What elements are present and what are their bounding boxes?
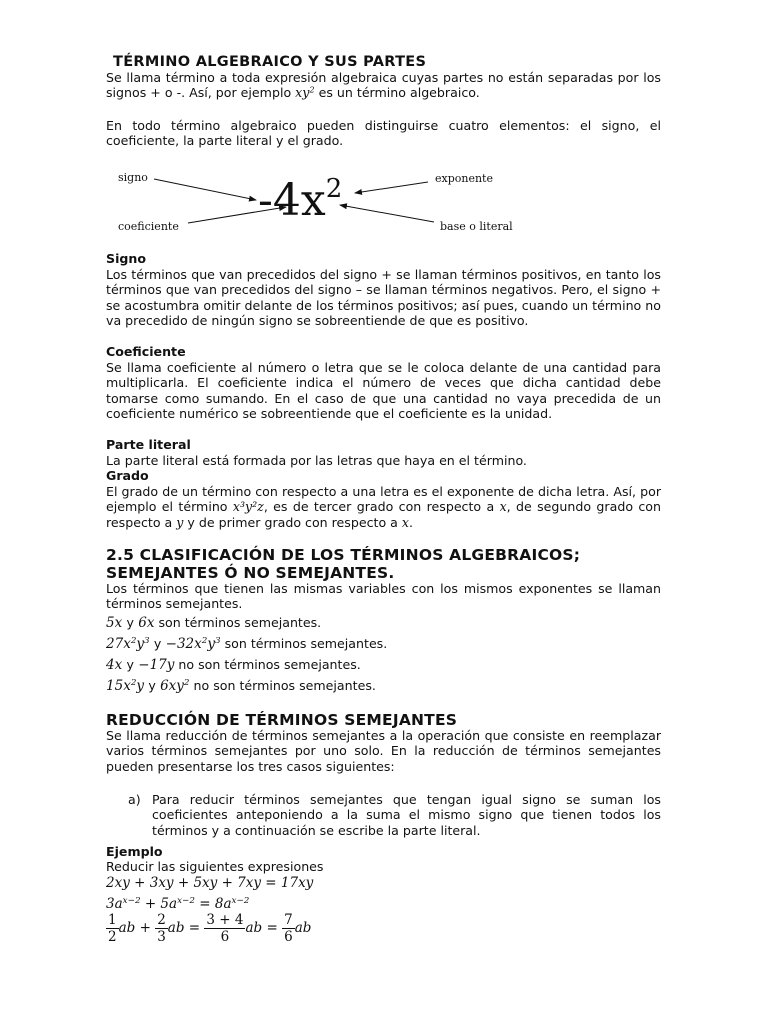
list-marker-a: a) — [128, 792, 141, 807]
heading-ejemplo: Ejemplo — [106, 844, 163, 859]
heading-parte-literal: Parte literal — [106, 437, 191, 452]
paragraph-grado: El grado de un término con respecto a una letra es el exponente de dicha letra. Así, por ejemplo el término x³y²z, es de tercer grado con respecto a x, de segundo grado con respecto a y y de primer grado con respecto a x. — [106, 484, 661, 530]
example-1: 5x y 6x son términos semejantes. — [106, 615, 322, 631]
paragraph-semejantes: Los términos que tienen las mismas variables con los mismos exponentes se llaman términos semejantes. — [106, 581, 661, 612]
equation-2: $3a^{x-2} + 5a^{x-2} = 8a^{x-2}$ — [106, 896, 250, 912]
section-title-termino-algebraico: TÉRMINO ALGEBRAICO Y SUS PARTES — [113, 54, 427, 70]
definition-text-b: es un término algebraico. — [314, 85, 480, 101]
paragraph-definition — [106, 70, 661, 101]
section-title-reduccion: REDUCCIÓN DE TÉRMINOS SEMEJANTES — [106, 711, 458, 729]
label-signo: signo — [118, 171, 148, 184]
list-item-a: Para reducir términos semejantes que tengan igual signo se suman los coeficientes anteponiendo a la suma el mismo signo que tienen todos los términos y a continuación se escribe la parte literal. — [152, 792, 661, 838]
label-exponente: exponente — [435, 172, 493, 185]
paragraph-elements: En todo término algebraico pueden distinguirse cuatro elementos: el signo, el coeficiente, la parte literal y el grado. — [106, 118, 661, 149]
diagram-term: $-4x^2$ — [258, 173, 343, 226]
arrow-base — [340, 205, 434, 222]
definition-text-a: Se llama término a toda expresión algebraica cuyas partes no están separadas por los signos + o -. Así, por ejemplo — [106, 70, 661, 101]
paragraph-reduccion: Se llama reducción de términos semejantes a la operación que consiste en reemplazar varios términos semejantes por uno solo. En la reducción de términos semejantes pueden presentarse los tres casos siguientes: — [106, 728, 661, 774]
paragraph-signo: Los términos que van precedidos del signo + se llaman términos positivos, en tanto los términos que van precedidos del signo – se llaman términos negativos. Pero, el signo + se acostumbra omitir delante de los términos positivos; así pues, cuando un término no va precedido de ningún signo se sobreentiende de que es positivo. — [106, 267, 661, 329]
section-title-clasificacion: 2.5 CLASIFICACIÓN DE LOS TÉRMINOS ALGEBRAICOS; SEMEJANTES Ó NO SEMEJANTES. — [106, 546, 581, 582]
equation-1: 2xy + 3xy + 5xy + 7xy = 17xy — [106, 875, 314, 891]
example-intro: Reducir las siguientes expresiones — [106, 859, 324, 874]
example-term: $xy^2$ — [295, 84, 315, 101]
paragraph-coeficiente: Se llama coeficiente al número o letra que se le coloca delante de una cantidad para multiplicarla. El coeficiente indica el número de veces que dicha cantidad debe tomarse como sumando. En el caso de que una cantidad no vaya precedida de un coeficiente numérico se sobreentiende que el coeficiente es la unidad. — [106, 360, 661, 422]
arrow-signo — [154, 179, 256, 200]
example-2: $27x^2y^3$ $y -32x^2y^3$ son términos semejantes. — [106, 636, 388, 652]
example-4: $15x^2y$ y $6xy^2$ no son términos semejantes. — [106, 678, 376, 694]
grado-term: x³y²z — [232, 499, 264, 515]
equation-3: $\frac{1}{2}$ ab + $\frac{2}{3}$ ab = $\frac{3 + 4}{6}$ ab = $\frac{7}{6}$ ab — [108, 912, 312, 945]
term-parts-diagram — [110, 163, 530, 243]
paragraph-parte-literal: La parte literal está formada por las letras que haya en el término. — [106, 453, 527, 468]
label-coeficiente: coeficiente — [118, 220, 179, 233]
heading-grado: Grado — [106, 468, 149, 483]
label-base-literal: base o literal — [440, 220, 513, 233]
example-3: 4x y −17y no son términos semejantes. — [106, 657, 361, 673]
heading-signo: Signo — [106, 251, 147, 266]
heading-coeficiente: Coeficiente — [106, 344, 186, 359]
arrow-exponente — [355, 182, 428, 193]
